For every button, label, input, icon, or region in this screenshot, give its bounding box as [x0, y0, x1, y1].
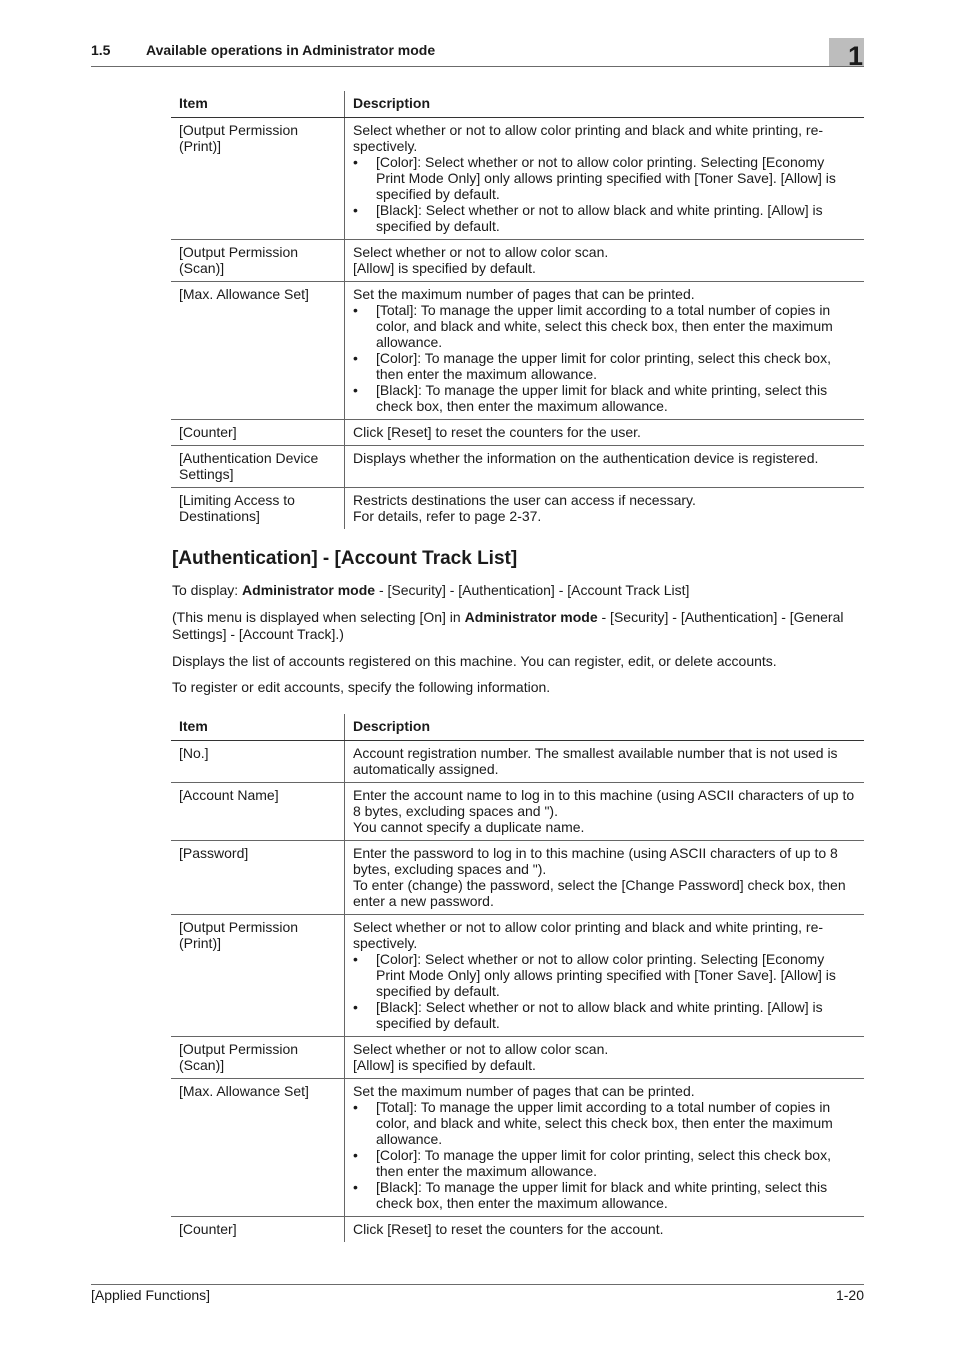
bullet-item: • [Color]: Select whether or not to allow color printing. Selecting [Economy Print Mode Only] only allows printing specified with [Toner Save]. [Allow] is specified by default. — [353, 154, 856, 202]
description-line: Click [Reset] to reset the counters for the account. — [353, 1221, 664, 1237]
description-cell — [345, 1217, 865, 1243]
column-header-description: Description — [345, 91, 865, 118]
description-cell — [345, 741, 865, 783]
chapter-tab — [829, 38, 864, 71]
table-row — [171, 915, 864, 1037]
table-row — [171, 1037, 864, 1079]
note-prefix: (This menu is displayed when selecting [On] in — [172, 609, 465, 625]
user-settings-table — [171, 91, 864, 529]
bullet-item: • [Black]: Select whether or not to allow black and white printing. [Allow] is specified by default. — [353, 202, 856, 234]
description-line: To enter (change) the password, select the [Change Password] check box, then enter a new password. — [353, 877, 846, 909]
description-cell — [345, 118, 865, 240]
menu-note-paragraph — [172, 609, 864, 643]
to-display-paragraph — [172, 582, 864, 599]
bullet-list — [353, 302, 856, 414]
table-row — [171, 741, 864, 783]
bullet-item: • [Color]: To manage the upper limit for color printing, select this check box, then enter the maximum allowance. — [353, 350, 856, 382]
description-line: Click [Reset] to reset the counters for the user. — [353, 424, 641, 440]
column-header-item: Item — [171, 714, 345, 741]
table-row — [171, 446, 864, 488]
table-row — [171, 1079, 864, 1217]
to-display-mode: Administrator mode — [242, 582, 376, 598]
description-cell — [345, 446, 865, 488]
instruction-paragraph: To register or edit accounts, specify the following information. — [172, 679, 551, 695]
bullet-item: • [Black]: To manage the upper limit for black and white printing, select this check box, then enter the maximum allowance. — [353, 382, 856, 414]
item-cell: [Limiting Access to Destinations] — [171, 488, 345, 530]
description-cell — [345, 841, 865, 915]
description-cell — [345, 240, 865, 282]
bullet-item: • [Color]: Select whether or not to allow color printing. Selecting [Economy Print Mode Only] only allows printing specified with [Toner Save]. [Allow] is specified by default. — [353, 951, 856, 999]
bullet-item: • [Total]: To manage the upper limit according to a total number of copies in color, and black and white, select this check box, then enter the maximum allowance. — [353, 302, 856, 350]
description-line: For details, refer to page 2-37. — [353, 508, 542, 524]
bullet-item: • [Total]: To manage the upper limit according to a total number of copies in color, and black and white, select this check box, then enter the maximum allowance. — [353, 1099, 856, 1147]
item-cell: [Max. Allowance Set] — [171, 282, 345, 420]
description-paragraph: Displays the list of accounts registered on this machine. You can register, edit, or delete accounts. — [172, 653, 777, 669]
to-display-path: - [Security] - [Authentication] - [Account Track List] — [375, 582, 690, 598]
item-cell: [Account Name] — [171, 783, 345, 841]
table-row — [171, 240, 864, 282]
note-path: - [Security] - [Authentication] - [General Settings] - [Account Track].) — [172, 609, 844, 642]
description-cell — [345, 1037, 865, 1079]
item-cell: [Counter] — [171, 1217, 345, 1243]
item-cell: [Counter] — [171, 420, 345, 446]
description-line: Displays whether the information on the authentication device is registered. — [353, 450, 819, 466]
item-cell: [Max. Allowance Set] — [171, 1079, 345, 1217]
bullet-item: • [Black]: To manage the upper limit for black and white printing, select this check box, then enter the maximum allowance. — [353, 1179, 856, 1211]
item-cell: [Output Permission (Scan)] — [171, 1037, 345, 1079]
item-cell: [Password] — [171, 841, 345, 915]
description-line: Enter the password to log in to this machine (using ASCII characters of up to 8 bytes, excluding spaces and "). — [353, 845, 838, 877]
table-row — [171, 118, 864, 240]
column-header-description: Description — [345, 714, 865, 741]
table-row — [171, 488, 864, 530]
page-number: 1-20 — [835, 1287, 864, 1303]
bullet-item: • [Color]: To manage the upper limit for color printing, select this check box, then enter the maximum allowance. — [353, 1147, 856, 1179]
item-cell: [Output Permission (Print)] — [171, 915, 345, 1037]
description-cell — [345, 1079, 865, 1217]
description-line: Account registration number. The smallest available number that is not used is automatically assigned. — [353, 745, 838, 777]
description-line: Restricts destinations the user can access if necessary. — [353, 492, 696, 508]
bullet-list — [353, 951, 856, 1031]
item-cell: [Authentication Device Settings] — [171, 446, 345, 488]
section-title: [Authentication] - [Account Track List] — [172, 548, 518, 569]
description-cell — [345, 783, 865, 841]
item-cell: [No.] — [171, 741, 345, 783]
description-line: [Allow] is specified by default. — [353, 1057, 536, 1073]
description-cell — [345, 420, 865, 446]
section-heading: Available operations in Administrator mode — [146, 42, 436, 58]
to-display-prefix: To display: — [172, 582, 243, 598]
description-line: Set the maximum number of pages that can be printed. — [353, 1083, 695, 1099]
description-line: Enter the account name to log in to this machine (using ASCII characters of up to 8 bytes, excluding spaces and "). — [353, 787, 855, 819]
item-cell: [Output Permission (Print)] — [171, 118, 345, 240]
bullet-item: • [Black]: Select whether or not to allow black and white printing. [Allow] is specified by default. — [353, 999, 856, 1031]
table-row — [171, 841, 864, 915]
chapter-number: 1 — [847, 41, 863, 71]
description-line: Select whether or not to allow color scan. — [353, 1041, 609, 1057]
bullet-list — [353, 1099, 856, 1211]
description-line: Select whether or not to allow color scan. — [353, 244, 609, 260]
description-cell — [345, 488, 865, 530]
item-cell: [Output Permission (Scan)] — [171, 240, 345, 282]
page-footer — [91, 1284, 864, 1303]
description-line: Select whether or not to allow color printing and black and white printing, re-spectively. — [353, 919, 824, 951]
account-settings-table — [171, 714, 864, 1242]
description-line: [Allow] is specified by default. — [353, 260, 536, 276]
description-line: Set the maximum number of pages that can be printed. — [353, 286, 695, 302]
footer-chapter-name: [Applied Functions] — [91, 1287, 211, 1303]
column-header-item: Item — [171, 91, 345, 118]
description-cell — [345, 282, 865, 420]
table-row — [171, 1217, 864, 1243]
bullet-list — [353, 154, 856, 234]
section-number: 1.5 — [91, 42, 111, 58]
table-row — [171, 282, 864, 420]
description-line: You cannot specify a duplicate name. — [353, 819, 585, 835]
page-header — [91, 38, 864, 67]
description-line: Select whether or not to allow color printing and black and white printing, re-spectively. — [353, 122, 824, 154]
table-row — [171, 783, 864, 841]
table-row — [171, 420, 864, 446]
note-mode: Administrator mode — [464, 609, 598, 625]
description-cell — [345, 915, 865, 1037]
